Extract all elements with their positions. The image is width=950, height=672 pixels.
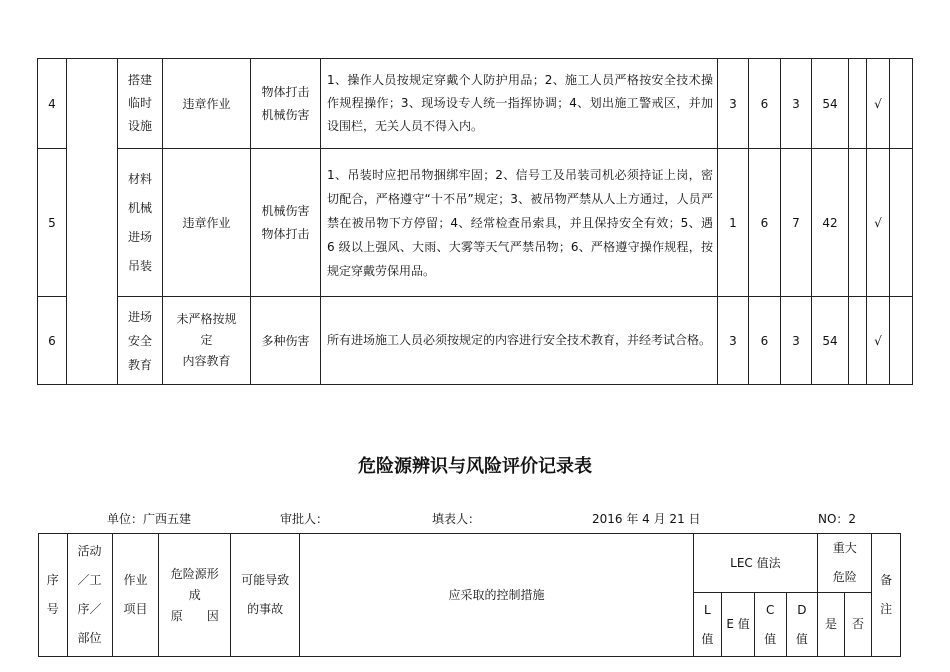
date-label: 2016 年 4 月 21 日 [592,512,701,526]
possible-accident: 物体打击 机械伤害 [251,59,321,149]
control-measures: 所有进场施工人员必须按规定的内容进行安全技术教育，并经考试合格。 [321,297,718,385]
d-value: 42 [812,149,849,297]
hazard-cause: 未严格按规 定 内容教育 [163,297,251,385]
unit-label: 单位：广西五建 [107,512,192,526]
form-title: 危险源辨识与风险评价记录表 [358,456,592,477]
e-value: 6 [749,297,781,385]
major-no: √ [867,59,890,149]
header-possible-accident: 可能导致 的事故 [230,534,299,657]
header-d-value: D 值 [786,593,818,657]
table-row [38,149,913,297]
possible-accident: 机械伤害 物体打击 [251,149,321,297]
l-value: 3 [718,59,749,149]
header-e-value: E 值 [722,593,755,657]
form-number: NO：2 [818,512,857,526]
e-value: 6 [749,149,781,297]
major-yes [849,149,867,297]
header-major-hazard: 重大 危险 [818,534,872,593]
header-major-yes: 是 [818,593,845,657]
major-yes [849,59,867,149]
row-number: 4 [38,59,67,149]
risk-table-continued [37,58,913,385]
table-row [38,297,913,385]
c-value: 3 [781,59,812,149]
possible-accident: 多种伤害 [251,297,321,385]
header-l-value: L 值 [693,593,722,657]
work-item: 进场 安全 教育 [118,297,163,385]
header-lec-method: LEC 值法 [693,534,818,593]
hazard-cause: 违章作业 [163,59,251,149]
approver-label: 审批人： [280,512,329,526]
d-value: 54 [812,297,849,385]
header-c-value: C 值 [754,593,786,657]
filler-label: 填表人： [432,512,481,526]
activity-cell [67,59,118,385]
header-control-measures: 应采取的控制措施 [300,534,693,657]
work-item: 搭建 临时 设施 [118,59,163,149]
remark [890,297,913,385]
major-no: √ [867,149,890,297]
major-yes [849,297,867,385]
row-number: 6 [38,297,67,385]
hazard-cause: 违章作业 [163,149,251,297]
control-measures: 1、操作人员按规定穿戴个人防护用品；2、施工人员严格按安全技术操作规程操作；3、现场设专人统一指挥协调；4、划出施工警戒区，并加设围栏，无关人员不得入内。 [321,59,718,149]
remark [890,59,913,149]
l-value: 1 [718,149,749,297]
major-no: √ [867,297,890,385]
risk-table-header [38,533,901,657]
header-activity: 活动 ／工 序／ 部位 [67,534,112,657]
header-row [39,534,901,593]
work-item: 材料 机械 进场 吊装 [118,149,163,297]
c-value: 7 [781,149,812,297]
row-number: 5 [38,149,67,297]
header-work-item: 作业 项目 [112,534,159,657]
c-value: 3 [781,297,812,385]
remark [890,149,913,297]
header-major-no: 否 [844,593,872,657]
l-value: 3 [718,297,749,385]
header-remark: 备 注 [872,534,901,657]
header-hazard-cause: 危险源形 成 原 因 [159,534,230,657]
control-measures: 1、吊装时应把吊物捆绑牢固；2、信号工及吊装司机必须持证上岗，密切配合，严格遵守“十不吊”规定；3、被吊物严禁从人上方通过，人员严禁在被吊物下方停留；4、经常检查吊索具，并且保持安全有效；5、遇 6 级以上强风、大雨、大雾等天气严禁吊物；6、严格遵守操作规程，按规定穿戴劳保用品。 [321,149,718,297]
header-serial: 序 号 [39,534,68,657]
table-row [38,59,913,149]
e-value: 6 [749,59,781,149]
d-value: 54 [812,59,849,149]
